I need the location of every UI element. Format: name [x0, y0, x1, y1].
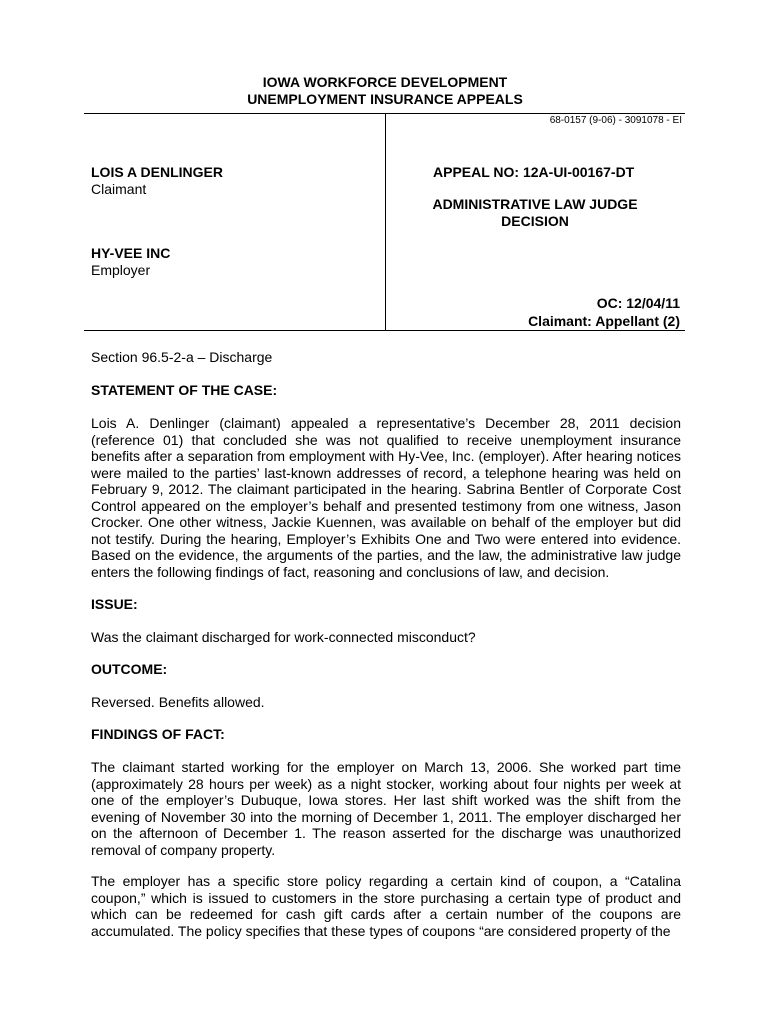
- issue-paragraph: Was the claimant discharged for work-connected misconduct?: [91, 629, 476, 645]
- decision-title-line1: ADMINISTRATIVE LAW JUDGE: [432, 196, 638, 212]
- agency-title: IOWA WORKFORCE DEVELOPMENT: [262, 74, 508, 90]
- employer-name: HY-VEE INC: [91, 245, 171, 261]
- decision-title-line2: DECISION: [501, 213, 569, 229]
- claimant-role: Claimant: [91, 181, 147, 197]
- employer-role: Employer: [91, 262, 151, 278]
- division-title: UNEMPLOYMENT INSURANCE APPEALS: [247, 91, 523, 107]
- issue-heading: ISSUE:: [91, 596, 138, 612]
- outcome-paragraph: Reversed. Benefits allowed.: [91, 694, 265, 710]
- appeal-number: APPEAL NO: 12A-UI-00167-DT: [433, 164, 635, 180]
- outcome-heading: OUTCOME:: [91, 661, 168, 677]
- findings-paragraph-1: The claimant started working for the employer on March 13, 2006. She worked part time (approximately 28 hours per week) as a night stocker, working about four nights per week at one of the employer’s Dubuque, Iowa stores. Her last shift worked was the shift from the evening of November 30 into the morning of December 1, 2011. The employer discharged her on the afternoon of December 1. The reason asserted for the discharge was unauthorized removal of company property.: [91, 759, 681, 858]
- bottom-rule: [84, 330, 685, 331]
- claimant-status: Claimant: Appellant (2): [528, 313, 680, 329]
- form-number: 68-0157 (9-06) - 3091078 - EI: [549, 115, 682, 126]
- statement-heading: STATEMENT OF THE CASE:: [91, 382, 278, 398]
- oc-date: OC: 12/04/11: [596, 295, 680, 311]
- statement-paragraph: Lois A. Denlinger (claimant) appealed a representative’s December 28, 2011 decision (reference 01) that concluded she was not qualified to receive unemployment insurance benefits after a separation from employment with Hy-Vee, Inc. (employer). After hearing notices were mailed to the parties’ last-known addresses of record, a telephone hearing was held on February 9, 2012. The claimant participated in the hearing. Sabrina Bentler of Corporate Cost Control appeared on the employer’s behalf and presented testimony from one witness, Jason Crocker. One other witness, Jackie Kuennen, was available on behalf of the employer but did not testify. During the hearing, Employer’s Exhibits One and Two were entered into evidence. Based on the evidence, the arguments of the parties, and the law, the administrative law judge enters the following findings of fact, reasoning and conclusions of law, and decision.: [91, 415, 681, 580]
- findings-paragraph-2: The employer has a specific store policy regarding a certain kind of coupon, a “Catalina coupon,” which is issued to customers in the store purchasing a certain type of product and which can be redeemed for cash gift cards after a certain number of the coupons are accumulated. The policy specifies that these types of coupons “are considered property of the: [91, 873, 681, 939]
- findings-heading: FINDINGS OF FACT:: [91, 726, 225, 742]
- center-divider: [385, 113, 386, 330]
- claimant-name: LOIS A DENLINGER: [91, 164, 223, 180]
- section-reference: Section 96.5-2-a – Discharge: [91, 349, 273, 365]
